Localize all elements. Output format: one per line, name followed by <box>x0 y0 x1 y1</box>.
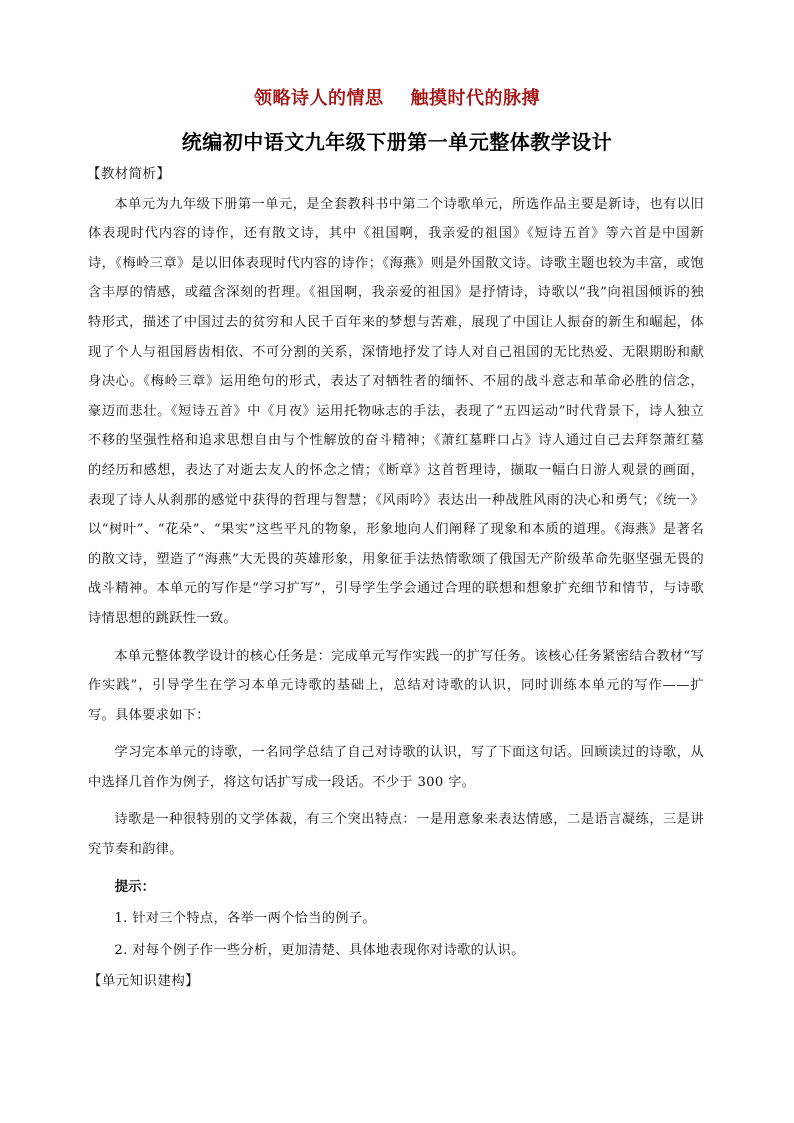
requirement-paragraph: 学习完本单元的诗歌，一名同学总结了自己对诗歌的认识，写了下面这句话。回顾读过的诗歌，从中选择几首作为例子，将这句话扩写成一段话。不少于 300 字。 <box>88 745 704 790</box>
hint-heading: 提示： <box>114 879 155 895</box>
hint-item-1: 1. 针对三个特点，各举一两个恰当的例子。 <box>114 911 376 927</box>
intro-paragraph: 本单元为九年级下册第一单元，是全套教科书中第二个诗歌单元，所选作品主要是新诗，也有以旧体表现时代内容的诗作，还有散文诗，其中《祖国啊，我亲爱的祖国》《短诗五首》等六首是中国新诗，《梅岭三章》是以旧体表现时代内容的诗作；《海燕》则是外国散文诗。诗歌主题也较为丰富，或饱含丰厚的情感，或蕴含深刻的哲理。《祖国啊，我亲爱的祖国》是抒情诗，诗歌以“我”向祖国倾诉的独特形式，描述了中国过去的贫穷和人民千百年来的梦想与苦难，展现了中国让人振奋的新生和崛起，体现了个人与祖国唇齿相依、不可分割的关系，深情地抒发了诗人对自己祖国的无比热爱、无限期盼和献身决心。《梅岭三章》运用绝句的形式，表达了对牺牲者的缅怀、不屈的战斗意志和革命必胜的信念，豪迈而悲壮。《短诗五首》中《月夜》运用托物咏志的手法，表现了“五四运动”时代背景下，诗人独立不移的坚强性格和追求思想自由与个性解放的奋斗精神；《萧红墓畔口占》诗人通过自己去拜祭萧红墓的经历和感想，表达了对逝去友人的怀念之情；《断章》这首哲理诗，撷取一幅白日游人观景的画面，表现了诗人从刹那的感觉中获得的哲理与智慧；《风雨吟》表达出一种战胜风雨的决心和勇气；《统一》以“树叶”、“花朵”、“果实”这些平凡的物象，形象地向人们阐释了现象和本质的道理。《海燕》是著名的散文诗，塑造了“海燕”大无畏的英雄形象，用象征手法热情歌颂了俄国无产阶级革命先驱坚强无畏的战斗精神。本单元的写作是“学习扩写”，引导学生学会通过合理的联想和想象扩充细节和情节，与诗歌诗情思想的跳跃性一致。 <box>88 196 704 626</box>
document-title: 统编初中语文九年级下册第一单元整体教学设计 <box>181 130 613 154</box>
task-paragraph: 本单元整体教学设计的核心任务是：完成单元写作实践一的扩写任务。该核心任务紧密结合教材“写作实践”，引导学生在学习本单元诗歌的基础上，总结对诗歌的认识，同时训练本单元的写作——扩写。具体要求如下： <box>88 648 704 723</box>
section-heading-knowledge: 【单元知识建构】 <box>88 974 200 990</box>
section-heading-intro: 【教材简析】 <box>87 167 171 182</box>
subtitle-right: 触摸时代的脉搏 <box>410 88 541 109</box>
document-body <box>88 160 704 997</box>
hint-item-2: 2. 对每个例子作一些分析，更加清楚、具体地表现你对诗歌的认识。 <box>114 942 525 958</box>
document-subtitle <box>0 84 794 110</box>
subtitle-left: 领略诗人的情思 <box>253 88 384 109</box>
quote-paragraph: 诗歌是一种很特别的文学体裁，有三个突出特点：一是用意象来表达情感，二是语言凝练，三是讲究节奏和韵律。 <box>88 812 704 858</box>
